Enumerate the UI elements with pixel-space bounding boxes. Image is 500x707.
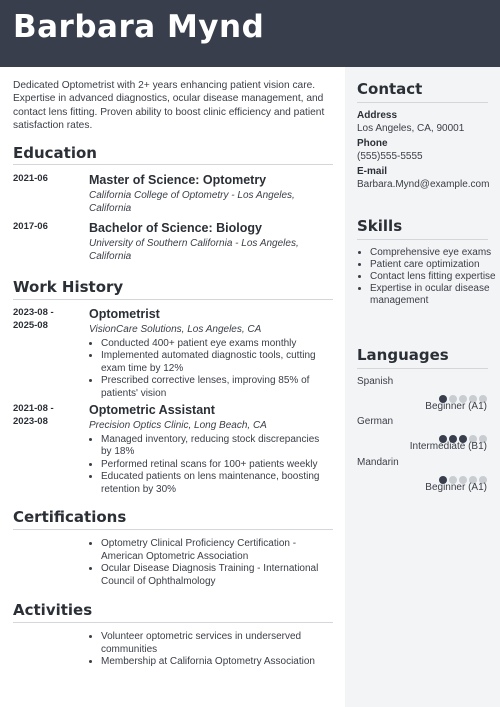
language-name: Spanish <box>357 376 394 387</box>
bullet-item: • Performed retinal scans for 100+ patients weekly <box>101 459 329 472</box>
employer: Precision Optics Clinic, Long Beach, CA <box>89 420 267 431</box>
contact-divider <box>357 102 488 103</box>
email-label: E-mail <box>357 166 388 177</box>
language-rating <box>437 471 487 480</box>
skills-divider <box>357 239 488 240</box>
bullet-item: • Prescribed corrective lenses, improving 85% of patients' vision <box>101 375 329 400</box>
school-name: California College of Optometry - Los Angeles, California <box>89 190 295 214</box>
certification-item: • Ocular Disease Diagnosis Training - International Council of Ophthalmology <box>101 563 329 588</box>
phone-value: (555)555-5555 <box>357 151 423 162</box>
candidate-name: Barbara Mynd <box>13 9 265 45</box>
professional-summary: Dedicated Optometrist with 2+ years enhancing patient vision care. Expertise in advanced diagnostics, ocular disease management, and contact lens fitting. Proven ability to boost clinic efficiency and patient satisfaction rates. <box>13 80 325 131</box>
phone-label: Phone <box>357 138 388 149</box>
skill-item: • Expertise in ocular disease management <box>370 283 500 307</box>
language-item <box>357 457 487 493</box>
entry-date: 2021-06 <box>13 173 48 184</box>
education-divider <box>13 164 333 165</box>
language-rating <box>437 430 487 439</box>
address-value: Los Angeles, CA, 90001 <box>357 123 465 134</box>
activities-list <box>89 631 329 669</box>
work-history-divider <box>13 299 333 300</box>
job-bullets <box>89 338 329 401</box>
entry-date: 2023-08 - 2025-08 <box>13 307 54 331</box>
skills-title: Skills <box>357 217 403 235</box>
language-name: Mandarin <box>357 457 399 468</box>
job-title: Optometrist <box>89 307 160 321</box>
employer: VisionCare Solutions, Los Angeles, CA <box>89 324 262 335</box>
degree-title: Bachelor of Science: Biology <box>89 221 262 235</box>
language-level: Intermediate (B1) <box>409 441 487 452</box>
certification-item: • Optometry Clinical Proficiency Certification - American Optometric Association <box>101 538 329 563</box>
language-level: Beginner (A1) <box>425 482 487 493</box>
work-history-title: Work History <box>13 278 124 296</box>
bullet-item: • Educated patients on lens maintenance, boosting retention by 30% <box>101 471 329 496</box>
activity-item: • Volunteer optometric services in underserved communities <box>101 631 329 656</box>
certifications-list <box>89 538 329 588</box>
languages-title: Languages <box>357 346 449 364</box>
language-item <box>357 376 487 412</box>
skill-item: • Comprehensive eye exams <box>370 247 500 259</box>
contact-title: Contact <box>357 80 423 98</box>
languages-divider <box>357 368 488 369</box>
school-name: University of Southern California - Los Angeles, California <box>89 238 299 262</box>
bullet-item: • Conducted 400+ patient eye exams monthly <box>101 338 329 351</box>
certifications-title: Certifications <box>13 508 127 526</box>
activity-item: • Membership at California Optometry Association <box>101 656 329 669</box>
job-title: Optometric Assistant <box>89 403 215 417</box>
job-bullets <box>89 434 329 497</box>
language-level: Beginner (A1) <box>425 401 487 412</box>
language-rating <box>437 390 487 399</box>
language-name: German <box>357 416 394 427</box>
entry-date: 2021-08 - 2023-08 <box>13 403 54 427</box>
skills-list <box>357 247 500 307</box>
language-item <box>357 416 487 452</box>
certifications-divider <box>13 529 333 530</box>
activities-title: Activities <box>13 601 93 619</box>
bullet-item: • Implemented automated diagnostic tools, cutting exam time by 12% <box>101 350 329 375</box>
skill-item: • Contact lens fitting expertise <box>370 271 500 283</box>
resume-header <box>0 0 500 67</box>
degree-title: Master of Science: Optometry <box>89 173 267 187</box>
skill-item: • Patient care optimization <box>370 259 500 271</box>
address-label: Address <box>357 110 398 121</box>
activities-divider <box>13 622 333 623</box>
entry-date: 2017-06 <box>13 221 48 232</box>
email-value: Barbara.Mynd@example.com <box>357 179 490 190</box>
sidebar <box>345 67 500 707</box>
education-title: Education <box>13 144 97 162</box>
bullet-item: • Managed inventory, reducing stock discrepancies by 18% <box>101 434 329 459</box>
